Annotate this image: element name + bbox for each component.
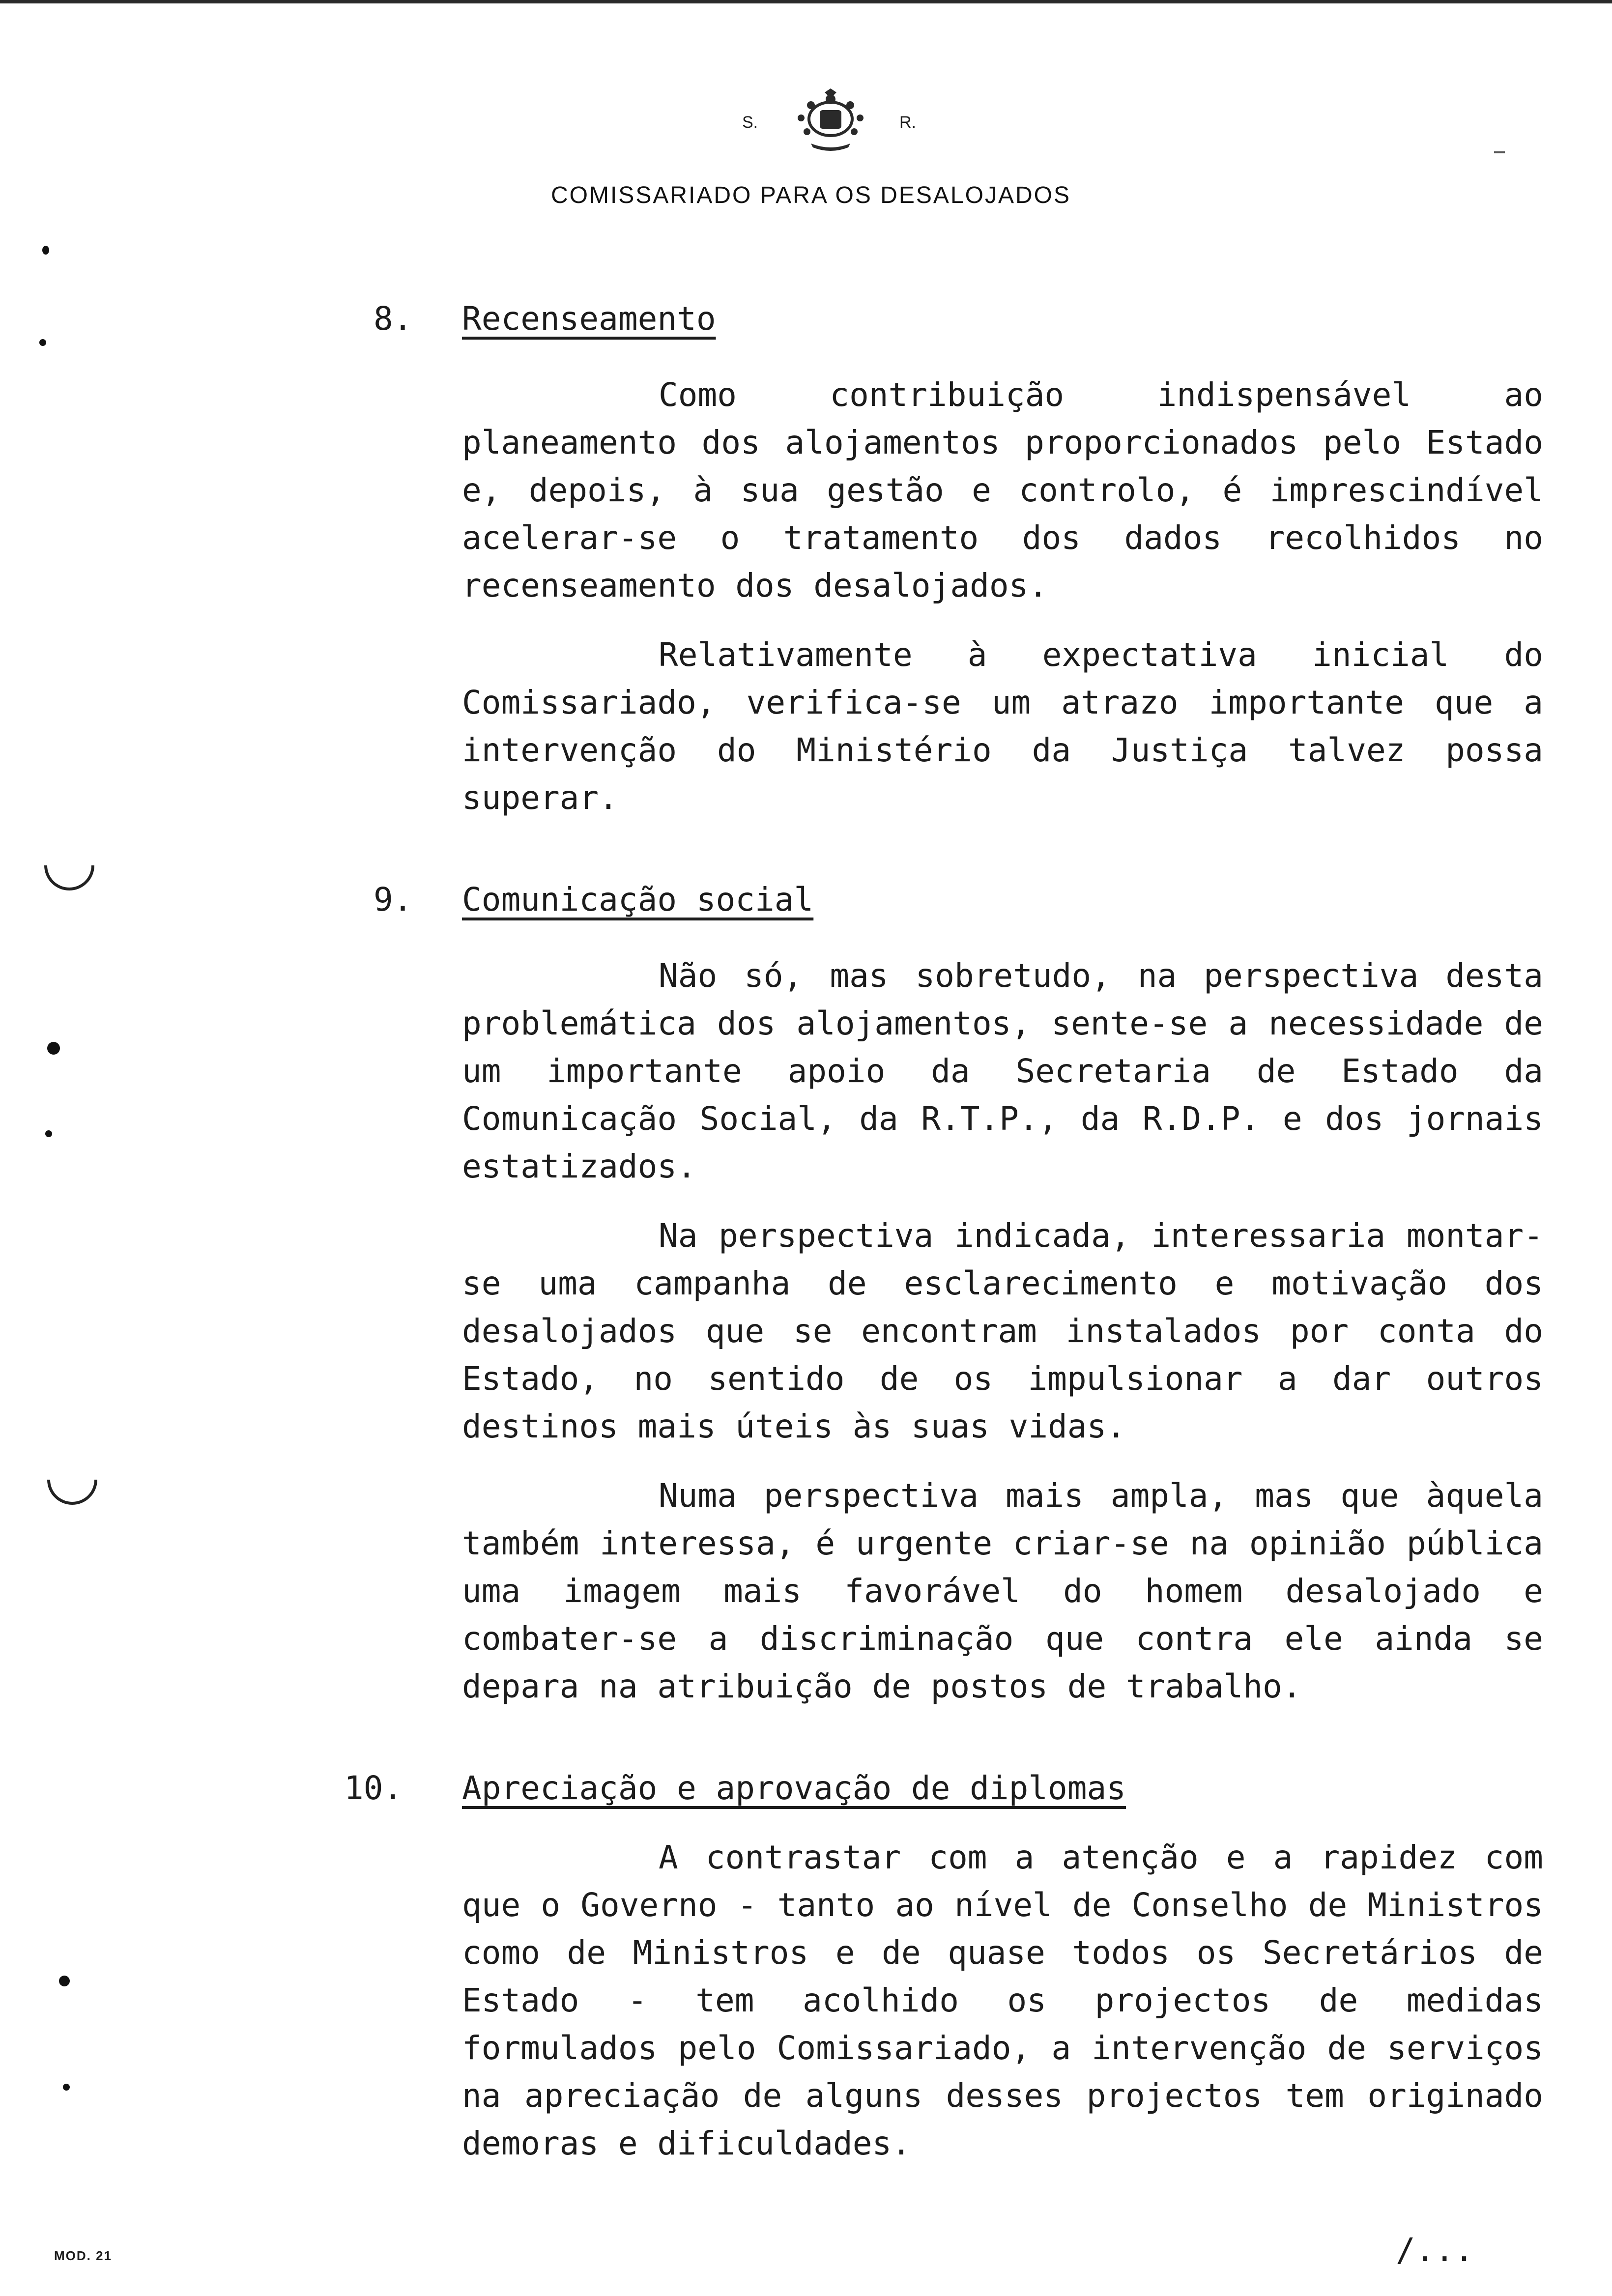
section-number: 9. bbox=[374, 881, 413, 918]
section-heading bbox=[344, 1764, 1553, 1812]
section-heading bbox=[374, 876, 1553, 923]
section-8 bbox=[344, 295, 1553, 822]
section-10 bbox=[344, 1764, 1553, 2167]
emblem-row bbox=[442, 88, 1180, 152]
margin-mark bbox=[42, 246, 49, 255]
scan-dash bbox=[1494, 151, 1505, 153]
office-name: COMISSARIADO PARA OS DESALOJADOS bbox=[550, 182, 1071, 208]
paragraph: A contrastar com a atenção e a rapidez com que o Governo - tanto ao nível de Conselho de Ministros como de Ministros e de quase todos os Secretários de Estado - tem acolhido os projectos de medidas formulados pelo Comissariado, a intervenção de serviços na apreciação de alguns desses projectos tem originado demoras e dificuldades. bbox=[462, 1838, 1543, 2162]
section-heading bbox=[374, 295, 1553, 343]
paragraph: Não só, mas sobretudo, na perspectiva desta problemática dos alojamentos, sente-se a necessidade de um importante apoio da Secretaria de Estado da Comunicação Social, da R.T.P., da R.D.P. e dos jornais estatizados. bbox=[462, 957, 1543, 1185]
continuation-mark: /... bbox=[1396, 2231, 1474, 2269]
punch-hole-mark bbox=[37, 1444, 108, 1515]
document-body bbox=[344, 295, 1553, 2167]
margin-mark bbox=[47, 1042, 60, 1055]
paragraph: Como contribuição indispensável ao planeamento dos alojamentos proporcionados pelo Estado e, depois, à sua gestão e controlo, é imprescindível acelerar-se o tratamento dos dados recolhidos no recenseamento dos desalojados. bbox=[462, 376, 1543, 604]
section-title: Recenseamento bbox=[462, 300, 716, 338]
form-code: MOD. 21 bbox=[54, 2248, 113, 2263]
margin-mark bbox=[59, 1976, 70, 1986]
section-title: Apreciação e aprovação de diplomas bbox=[462, 1769, 1126, 1807]
punch-hole-mark bbox=[34, 830, 105, 901]
section-9 bbox=[344, 876, 1553, 1710]
section-number: 8. bbox=[374, 300, 413, 338]
margin-mark bbox=[63, 2084, 70, 2091]
header-right-initial: R. bbox=[899, 113, 916, 132]
section-number: 10. bbox=[344, 1769, 403, 1807]
top-edge-line bbox=[0, 0, 1612, 3]
paragraph: Numa perspectiva mais ampla, mas que àquela também interessa, é urgente criar-se na opinião pública uma imagem mais favorável do homem desalojado e combater-se a discriminação que contra ele ainda se depara na atribuição de postos de trabalho. bbox=[462, 1477, 1543, 1705]
header-left-initial: S. bbox=[742, 113, 758, 132]
coat-of-arms-icon bbox=[781, 88, 880, 157]
paragraph: Na perspectiva indicada, interessaria montar-se uma campanha de esclarecimento e motivação dos desalojados que se encontram instalados por conta do Estado, no sentido de os impulsionar a dar outros destinos mais úteis às suas vidas. bbox=[462, 1217, 1543, 1445]
paragraph: Relativamente à expectativa inicial do Comissariado, verifica-se um atrazo importante que a intervenção do Ministério da Justiça talvez possa superar. bbox=[462, 636, 1543, 817]
margin-mark bbox=[45, 1130, 52, 1137]
letterhead bbox=[442, 88, 1180, 216]
section-title: Comunicação social bbox=[462, 881, 814, 918]
margin-mark bbox=[39, 339, 46, 346]
